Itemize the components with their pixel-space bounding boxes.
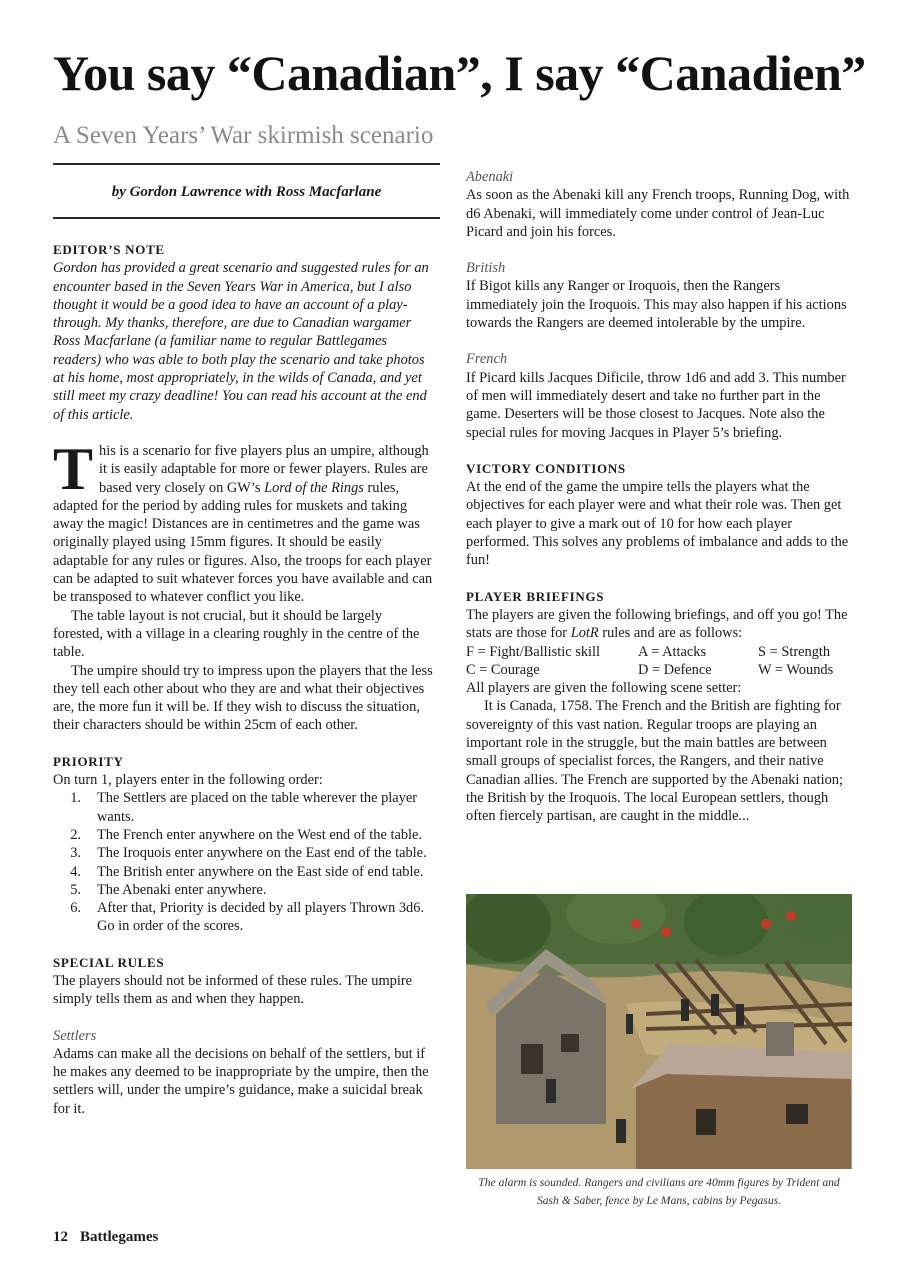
abenaki-text: As soon as the Abenaki kill any French troops, Running Dog, with d6 Abenaki, will immediately come under control of Jean-Luc Picard and join his forces. [466, 187, 850, 240]
list-item: 3. The Iroquois enter anywhere on the East end of the table. [70, 845, 427, 862]
abenaki-heading: Abenaki [466, 169, 514, 185]
victory-text: At the end of the game the umpire tells the players what the objectives for each player were and what their role was. Then get each player to give a mark out of 10 for how each player performed. This solves any problems of imbalance and adds to the fun! [466, 479, 849, 569]
layout-paragraph: The table layout is not crucial, but it should be largely forested, with a village in a clearing roughly in the centre of the table. [53, 607, 420, 661]
stat-label: S = Strength [758, 643, 831, 660]
article-subtitle: A Seven Years’ War skirmish scenario [53, 122, 434, 149]
priority-lead: On turn 1, players enter in the following order: [53, 772, 323, 789]
list-item: 1. The Settlers are placed on the table wherever the player wants. [70, 790, 418, 825]
intro-paragraph: This is a scenario for five players plus an umpire, although it is easily adaptable for more or fewer players. Rules are based very closely on GW’s Lord of the Rings rules, adapted for the period by adding rules for muskets and taking away the magic! Distances are in centimetres and the game was originally played using 15mm figures. It should be easily adaptable for any rules or figures. Also, the troops for each player can be adapted to suit whatever forces you have available and can be transposed to whatever conflict you like. [53, 435, 433, 606]
list-item: 6. After that, Priority is decided by all players Thrown 3d6. Go in order of the scores. [70, 900, 425, 935]
priority-heading: PRIORITY [53, 753, 124, 769]
editors-note-text: Gordon has provided a great scenario and suggested rules for an encounter based in the Seven Years War in America, but I also thought it would be a good idea to have an account of a play-through. My thanks, therefore, are due to Canadian wargamer Ross Macfarlane (a familiar name to regular Battlegames readers) who was able to both play the scenario and take photos at his home, most appropriately, in the wilds of Canada, and yet still meet my crazy deadline! You can read his account at the end of this article. [53, 260, 429, 423]
stat-label: W = Wounds [758, 661, 834, 678]
briefings-lead: The players are given the following briefings, and off you go! The stats are those for LotR rules and are as follows: [466, 606, 848, 642]
victory-heading: VICTORY CONDITIONS [466, 460, 626, 476]
byline: by Gordon Lawrence with Ross Macfarlane [111, 184, 382, 200]
list-item: 2. The French enter anywhere on the West end of the table. [70, 826, 423, 843]
list-item: 5. The Abenaki enter anywhere. [70, 881, 267, 898]
british-text: If Bigot kills any Ranger or Iroquois, then the Rangers immediately join the Iroquois. This may also happen if his actions towards the Rangers are deemed intolerable by the umpire. [466, 278, 847, 332]
left-column [53, 241, 435, 1118]
editors-note-heading: EDITOR’S NOTE [53, 242, 165, 257]
stat-label: F = Fight/Ballistic skill [466, 643, 601, 660]
briefings-heading: PLAYER BRIEFINGS [466, 588, 605, 604]
byline-top-rule [53, 163, 440, 165]
settlers-heading: Settlers [53, 1027, 97, 1044]
british-heading: British [466, 260, 506, 277]
scene-lead: All players are given the following scene setter: [466, 680, 742, 697]
priority-list [53, 789, 435, 935]
page-number: 12 [53, 1229, 68, 1245]
special-rules-text: The players should not be informed of these rules. The umpire simply tells them as and when they happen. [53, 972, 413, 1008]
stats-legend [466, 643, 852, 680]
list-item: 4. The British enter anywhere on the East side of end table. [70, 863, 424, 880]
byline-bottom-rule [53, 217, 440, 219]
scene-text: It is Canada, 1758. The French and the British are fighting for sovereignty of this vast nation. Regular troops are playing an important role in the struggle, but the main battles are between small groups of specialist forces, the Rangers, and their native Canadian allies. The French are supported by the Abenaki nation; the British by the Iroquois. The local European settlers, though often fiercely partisan, are caught in the middle... [466, 698, 843, 825]
settlers-text: Adams can make all the decisions on behalf of the settlers, but if he makes any deemed to be inappropriate by the umpire, then the settlers will, under the umpire’s guidance, make a suicidal break for it. [53, 1045, 429, 1117]
drop-cap: T [53, 435, 94, 502]
french-text: If Picard kills Jacques Dificile, throw 1d6 and add 3. This number of men will immediately desert and take no further part in the game. Deserters will be those closest to Jacques. Note also the special rules for moving Jacques in Player 5’s briefing. [466, 369, 846, 441]
stat-label: C = Courage [466, 661, 540, 678]
photo-caption: The alarm is sounded. Rangers and civilians are 40mm figures by Trident and Sash & Saber, fence by Le Mans, cabins by Pegasus. [478, 1176, 840, 1207]
umpire-paragraph: The umpire should try to impress upon the players that the less they tell each other about who they are and what their objectives are, the more fun it will be. If they wish to discuss the situation, their characters should be within 25cm of each other. [53, 662, 433, 734]
stat-label: D = Defence [638, 661, 712, 678]
magazine-name: Battlegames [80, 1229, 159, 1245]
diorama-photo [466, 894, 852, 1169]
french-heading: French [466, 351, 508, 368]
page-footer [53, 1227, 158, 1247]
article-title: You say “Canadian”, I say “Canadien” [53, 45, 866, 101]
stat-label: A = Attacks [638, 643, 707, 660]
right-column [466, 168, 852, 826]
special-rules-heading: SPECIAL RULES [53, 954, 165, 970]
